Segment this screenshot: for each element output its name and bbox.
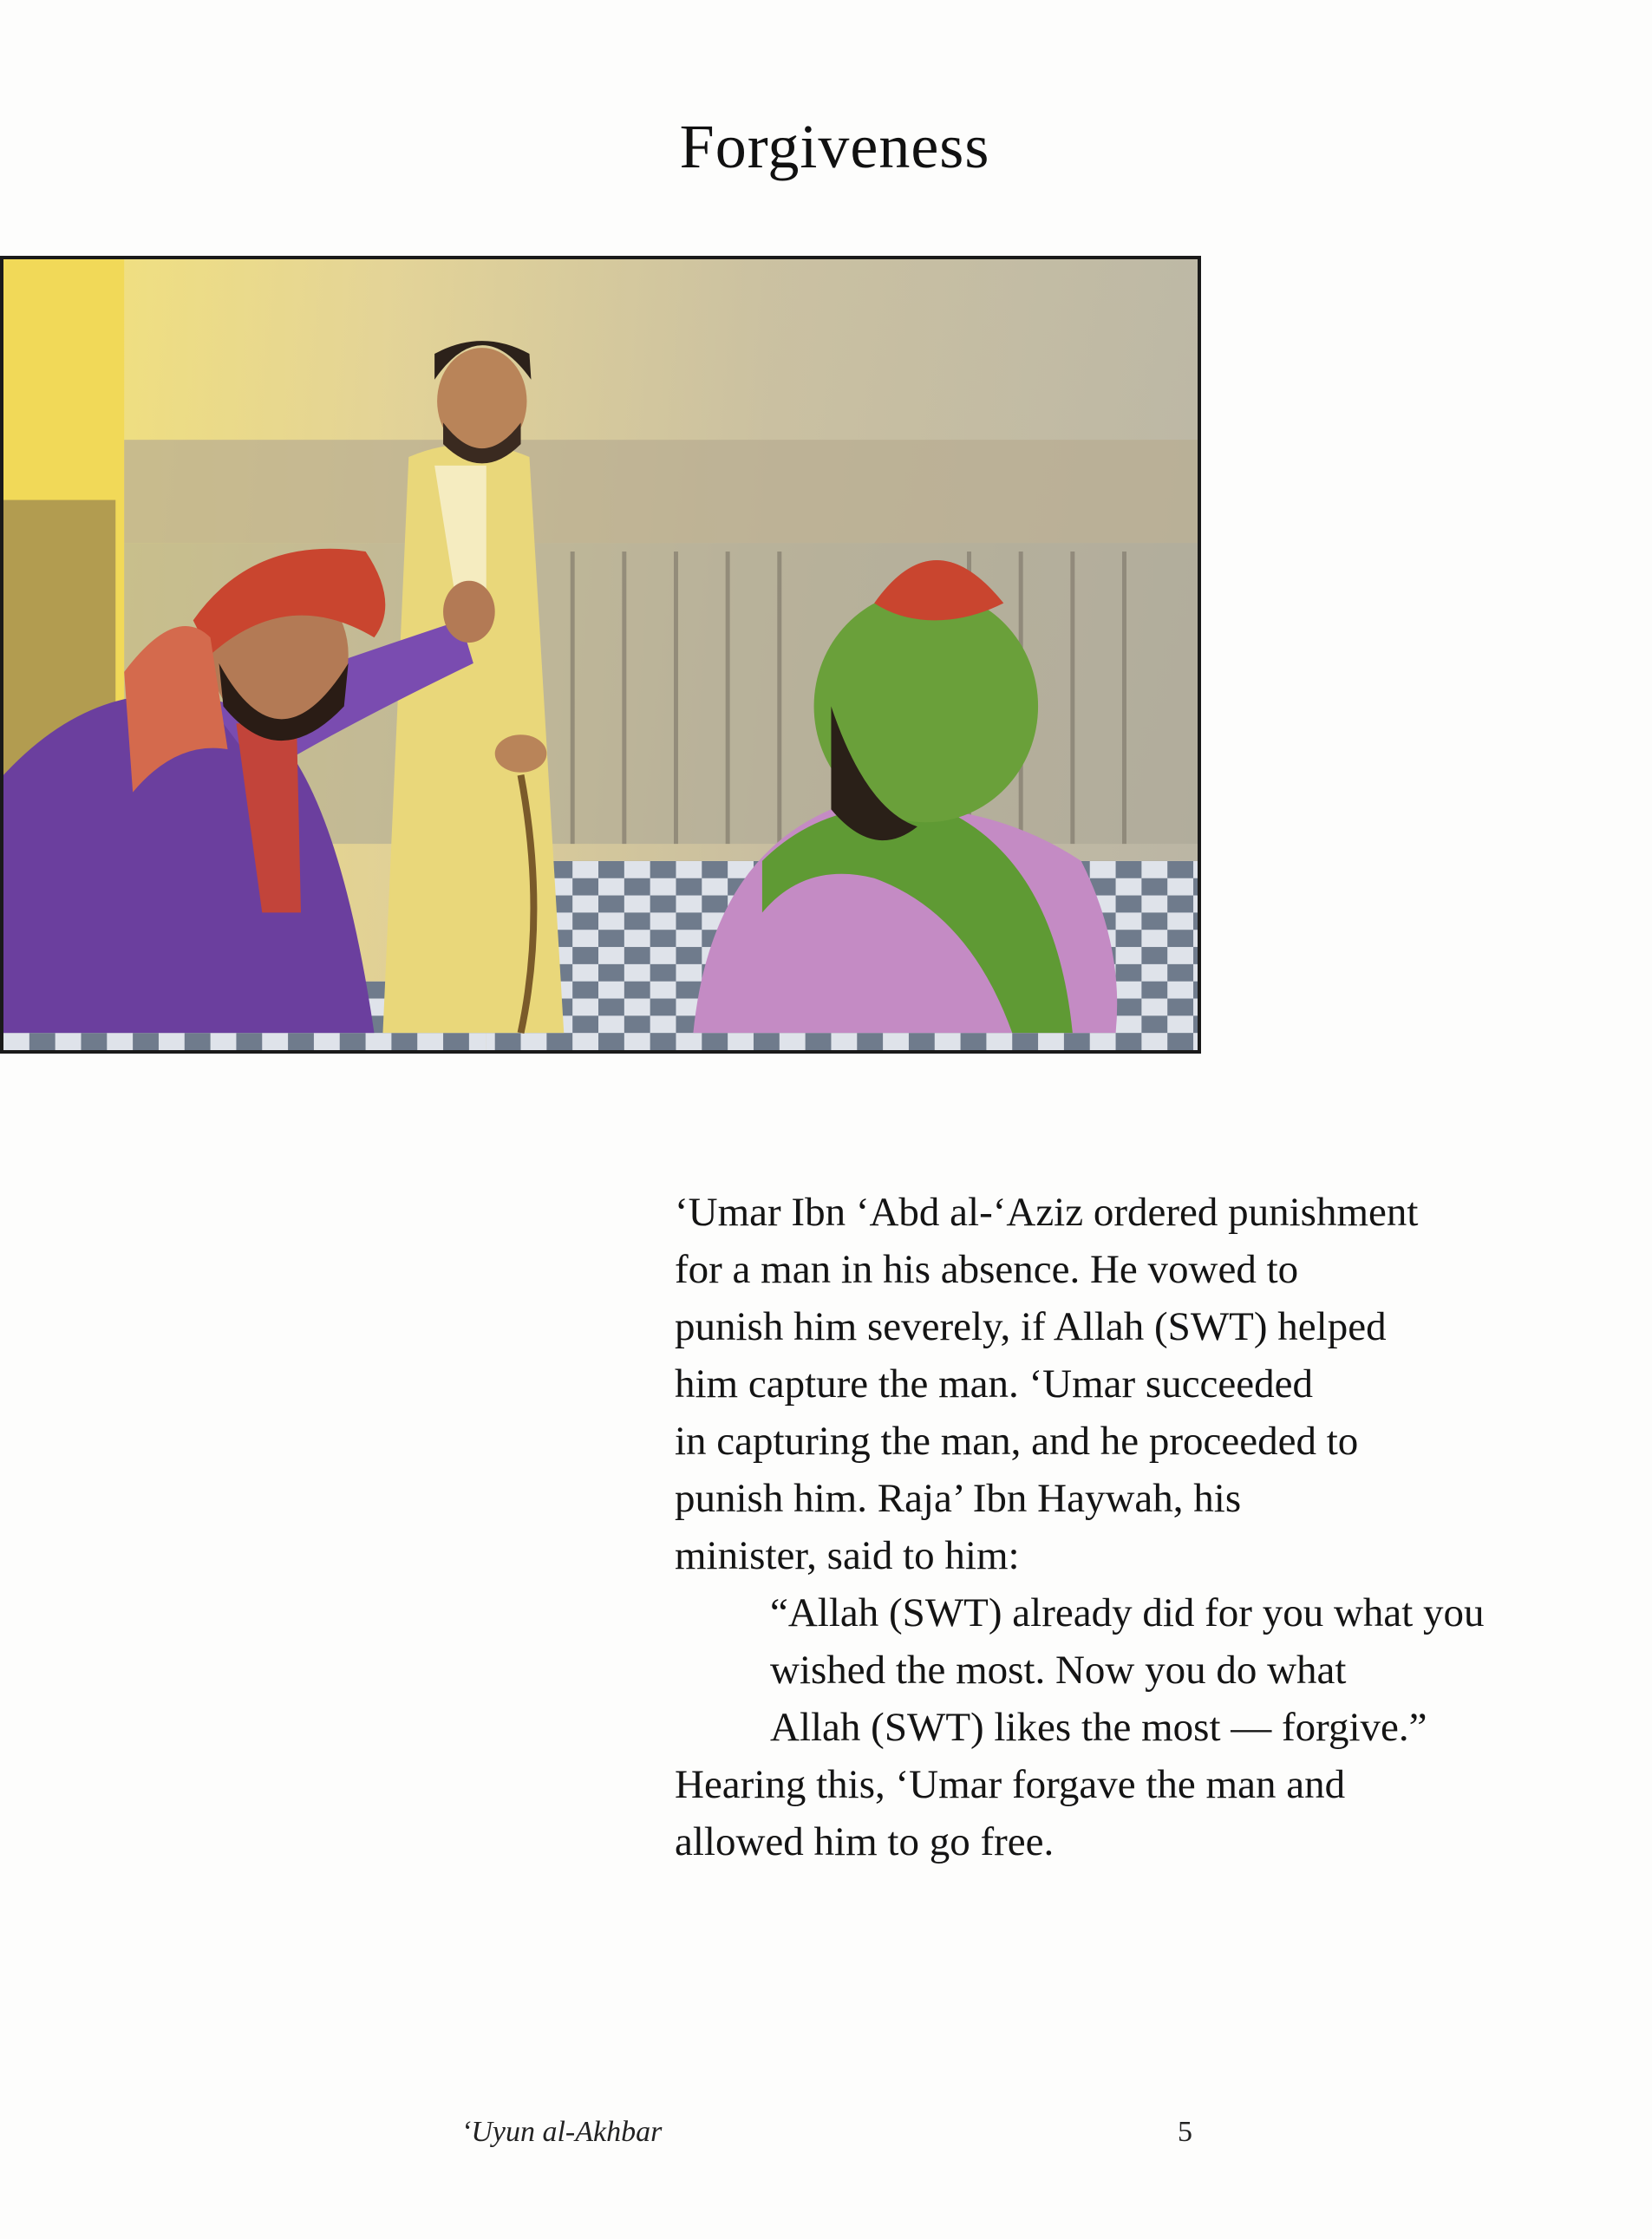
body-line: minister, said to him: <box>675 1533 1020 1578</box>
page-title: Forgiveness <box>679 112 990 181</box>
quote-line: Allah (SWT) likes the most — forgive.” <box>770 1705 1427 1750</box>
body-line: him capture the man. ‘Umar succeeded <box>675 1361 1314 1407</box>
quote-line: “Allah (SWT) already did for you what you <box>770 1590 1485 1635</box>
body-line: punish him. Raja’ Ibn Haywah, his <box>675 1476 1242 1521</box>
body-line: for a man in his absence. He vowed to <box>675 1247 1299 1292</box>
story-text <box>675 1184 1637 1870</box>
quote-line: wished the most. Now you do what <box>770 1648 1347 1693</box>
body-line: punish him severely, if Allah (SWT) helped <box>675 1304 1387 1349</box>
closing-line: Hearing this, ‘Umar forgave the man and <box>675 1762 1346 1807</box>
footer-source: ‘Uyun al-Akhbar <box>461 2116 663 2148</box>
page-number: 5 <box>1178 2116 1192 2148</box>
body-line: ‘Umar Ibn ‘Abd al-‘Aziz ordered punishment <box>675 1190 1419 1235</box>
railing-top <box>124 440 1198 543</box>
closing-line: allowed him to go free. <box>675 1819 1055 1864</box>
illustration-scene <box>3 259 1198 1050</box>
story-illustration <box>0 256 1201 1054</box>
body-line: in capturing the man, and he proceeded to <box>675 1419 1359 1464</box>
